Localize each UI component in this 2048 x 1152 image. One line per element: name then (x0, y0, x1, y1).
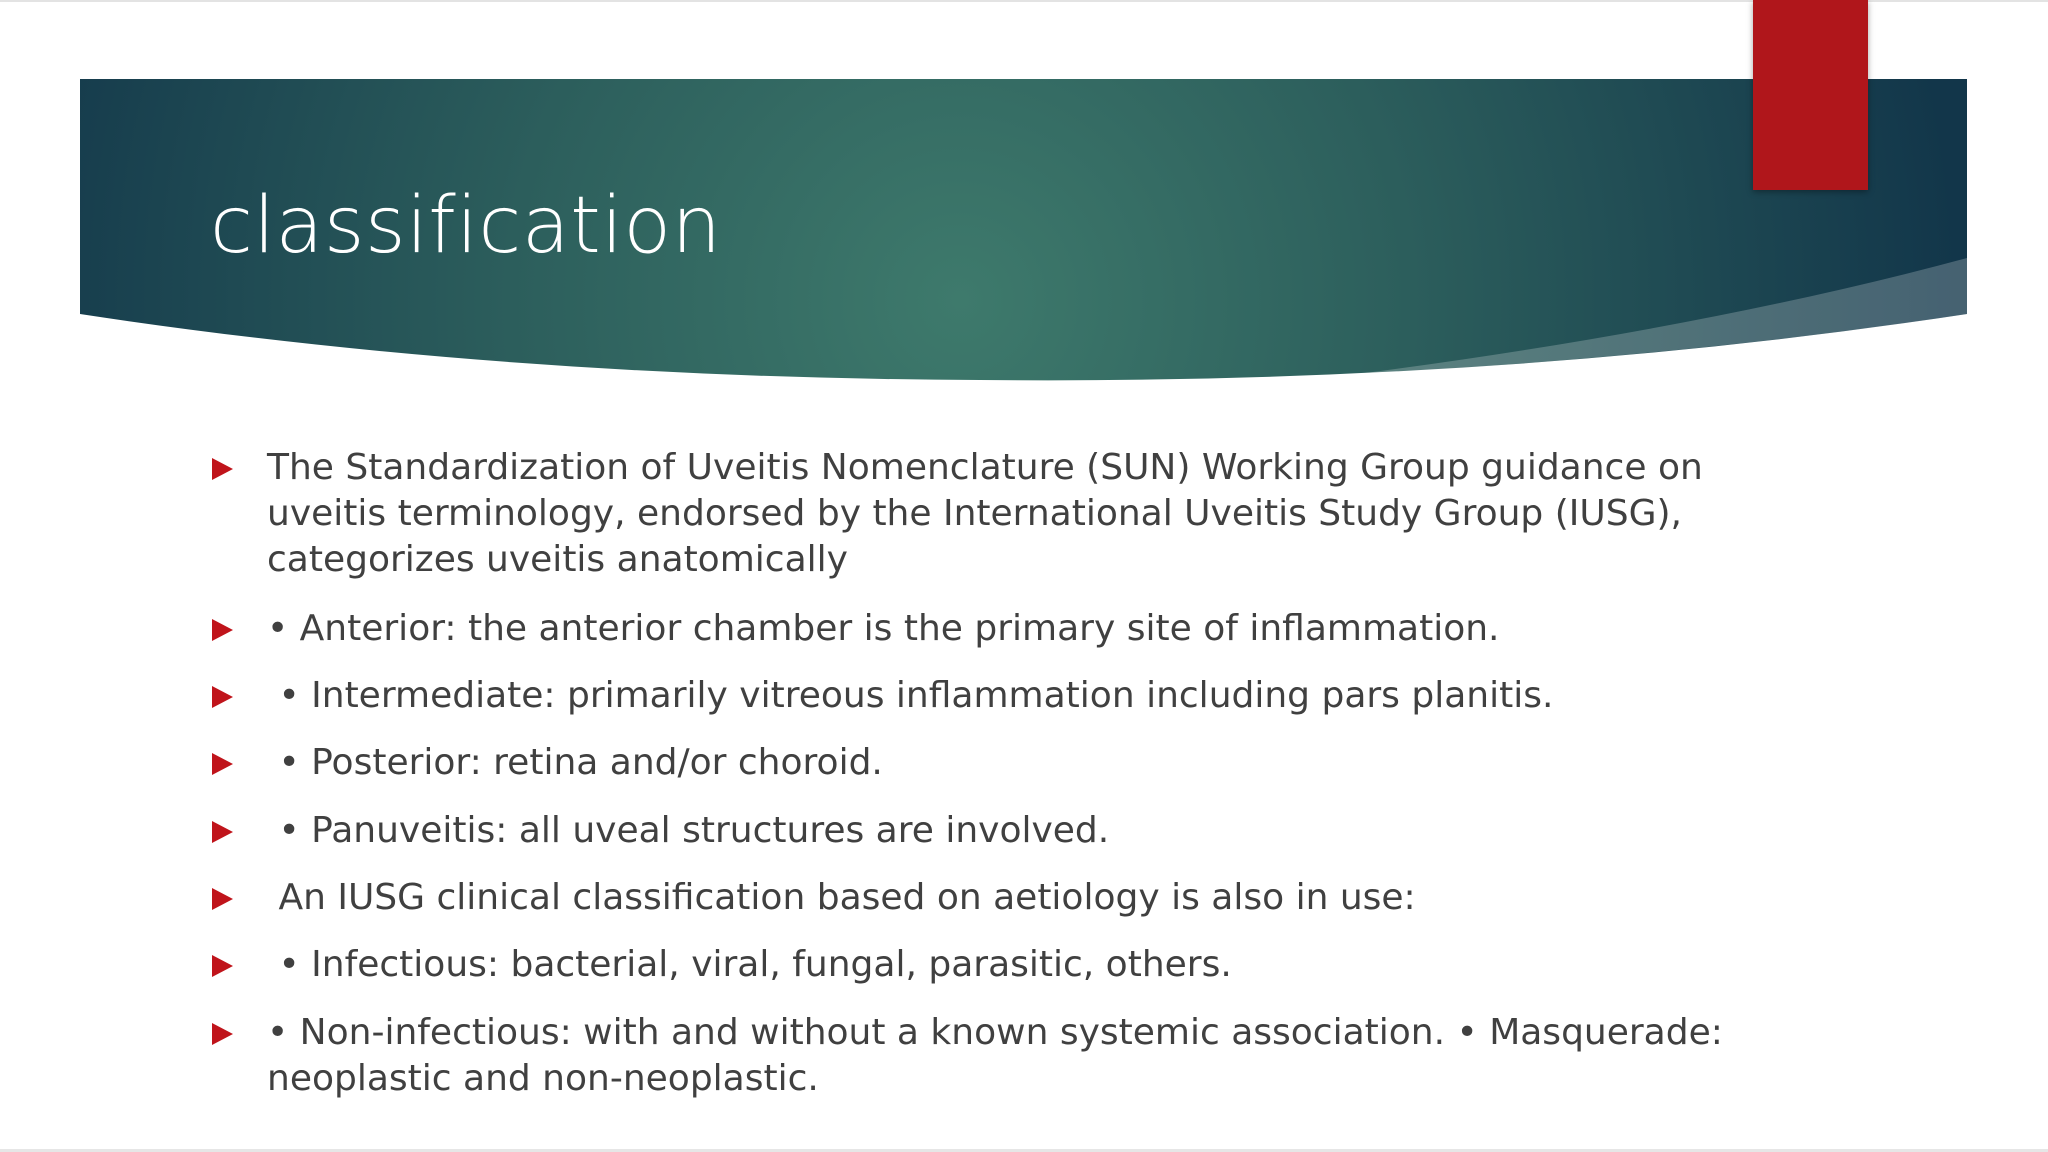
bullet-item (212, 740, 1772, 786)
triangle-arrow-right-icon (212, 821, 233, 843)
bullet-text: • Panuveitis: all uveal structures are involved. (267, 810, 1110, 851)
bullet-text: • Non-infectious: with and without a known systemic association. • Masquerade: neoplastic and non-neoplastic. (267, 1012, 1735, 1099)
triangle-arrow-right-icon (212, 619, 233, 641)
bullet-item (212, 942, 1772, 988)
triangle-arrow-right-icon (212, 686, 233, 708)
triangle-arrow-right-icon (212, 955, 233, 977)
bullet-text: The Standardization of Uveitis Nomenclature (SUN) Working Group guidance on uveitis terminology, endorsed by the International Uveitis Study Group (IUSG), categorizes uveitis anatomically (267, 447, 1715, 580)
bullet-text: • Intermediate: primarily vitreous inflammation including pars planitis. (267, 675, 1554, 716)
triangle-arrow-right-icon (212, 888, 233, 910)
bullet-text: • Infectious: bacterial, viral, fungal, parasitic, others. (267, 944, 1232, 985)
bullet-text: An IUSG clinical classification based on aetiology is also in use: (267, 877, 1416, 918)
bullet-item (212, 606, 1772, 652)
triangle-arrow-right-icon (212, 458, 233, 480)
triangle-arrow-right-icon (212, 1023, 233, 1045)
bullet-item (212, 1010, 1772, 1102)
bullet-item (212, 875, 1772, 921)
bullet-text: • Posterior: retina and/or choroid. (267, 742, 883, 783)
slide-title: classification (210, 181, 722, 271)
bullet-item (212, 445, 1772, 583)
bullet-item (212, 808, 1772, 854)
triangle-arrow-right-icon (212, 753, 233, 775)
bullet-item (212, 673, 1772, 719)
bullet-text: • Anterior: the anterior chamber is the primary site of inflammation. (267, 608, 1500, 649)
